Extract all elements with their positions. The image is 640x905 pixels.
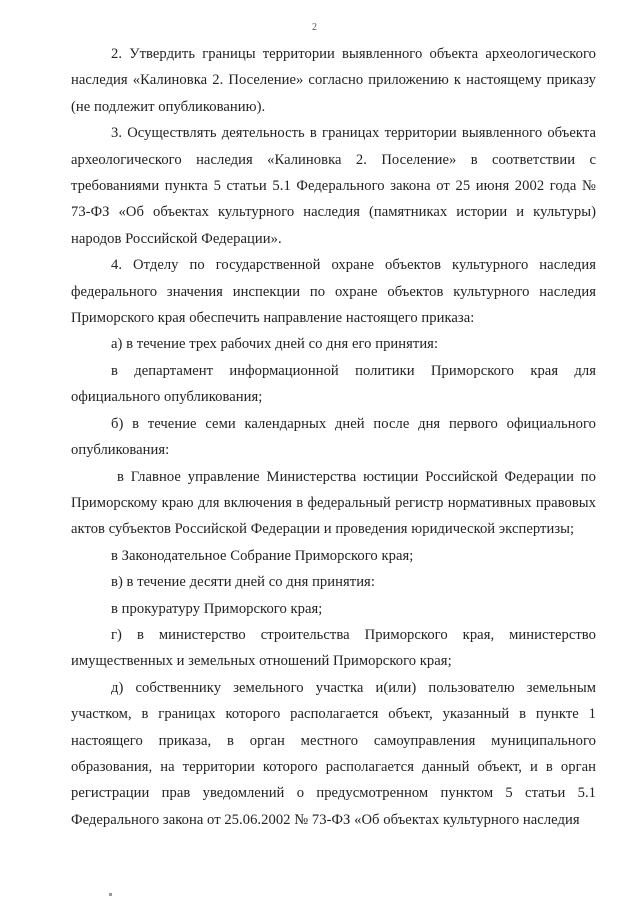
paragraph-subitem-d: д) собственнику земельного участка и(или) пользователю земельным участком, в границах которого располагается объект, указанный в пункте 1 настоящего приказа, в орган местного самоуправления муниципального образования, на территории которого располагается данный объект, и в орган регистрации прав уведомлений о предусмотренном пунктом 5 статьи 5.1 Федерального закона от 25.06.2002 № 73-ФЗ «Об объектах культурного наследия [71,679,596,828]
paragraph-item-3: 3. Осуществлять деятельность в границах территории выявленного объекта археологического наследия «Калиновка 2. Поселение» в соответствии с требованиями пункта 5 статьи 5.1 Федерального закона от 25 июня 2002 года № 73-ФЗ «Об объектах культурного наследия (памятниках истории и культуры) народов Российской Федерации». [71,125,596,247]
paragraph-recipient-legislative-assembly: в Законодательное Собрание Приморского края; [111,547,414,564]
document-body [71,41,596,833]
paragraph-recipient-ministry-justice: в Главное управление Министерства юстиции Российской Федерации по Приморскому краю для включения в федеральный регистр нормативных правовых актов субъектов Российской Федерации и проведения юридической экспертизы; [71,468,596,538]
paragraph-subitem-g: г) в министерство строительства Приморского края, министерство имущественных и земельных отношений Приморского края; [71,626,596,670]
paragraph-recipient-press: в департамент информационной политики Приморского края для официального опубликования; [71,362,596,406]
scan-speck [109,893,112,896]
paragraph-subitem-v: в) в течение десяти дней со дня принятия: [111,574,375,591]
page-number: 2 [312,22,317,33]
paragraph-recipient-prosecutor: в прокуратуру Приморского края; [111,600,323,617]
paragraph-subitem-b: б) в течение семи календарных дней после дня первого официального опубликования: [71,415,596,459]
paragraph-item-4: 4. Отделу по государственной охране объектов культурного наследия федерального значения инспекции по охране объектов культурного наследия Приморского края обеспечить направление настоящего приказа: [71,257,596,327]
paragraph-item-2: 2. Утвердить границы территории выявленного объекта археологического наследия «Калиновка 2. Поселение» согласно приложению к настоящему приказу (не подлежит опубликованию). [71,46,596,115]
paragraph-subitem-a: а) в течение трех рабочих дней со дня его принятия: [111,336,439,353]
